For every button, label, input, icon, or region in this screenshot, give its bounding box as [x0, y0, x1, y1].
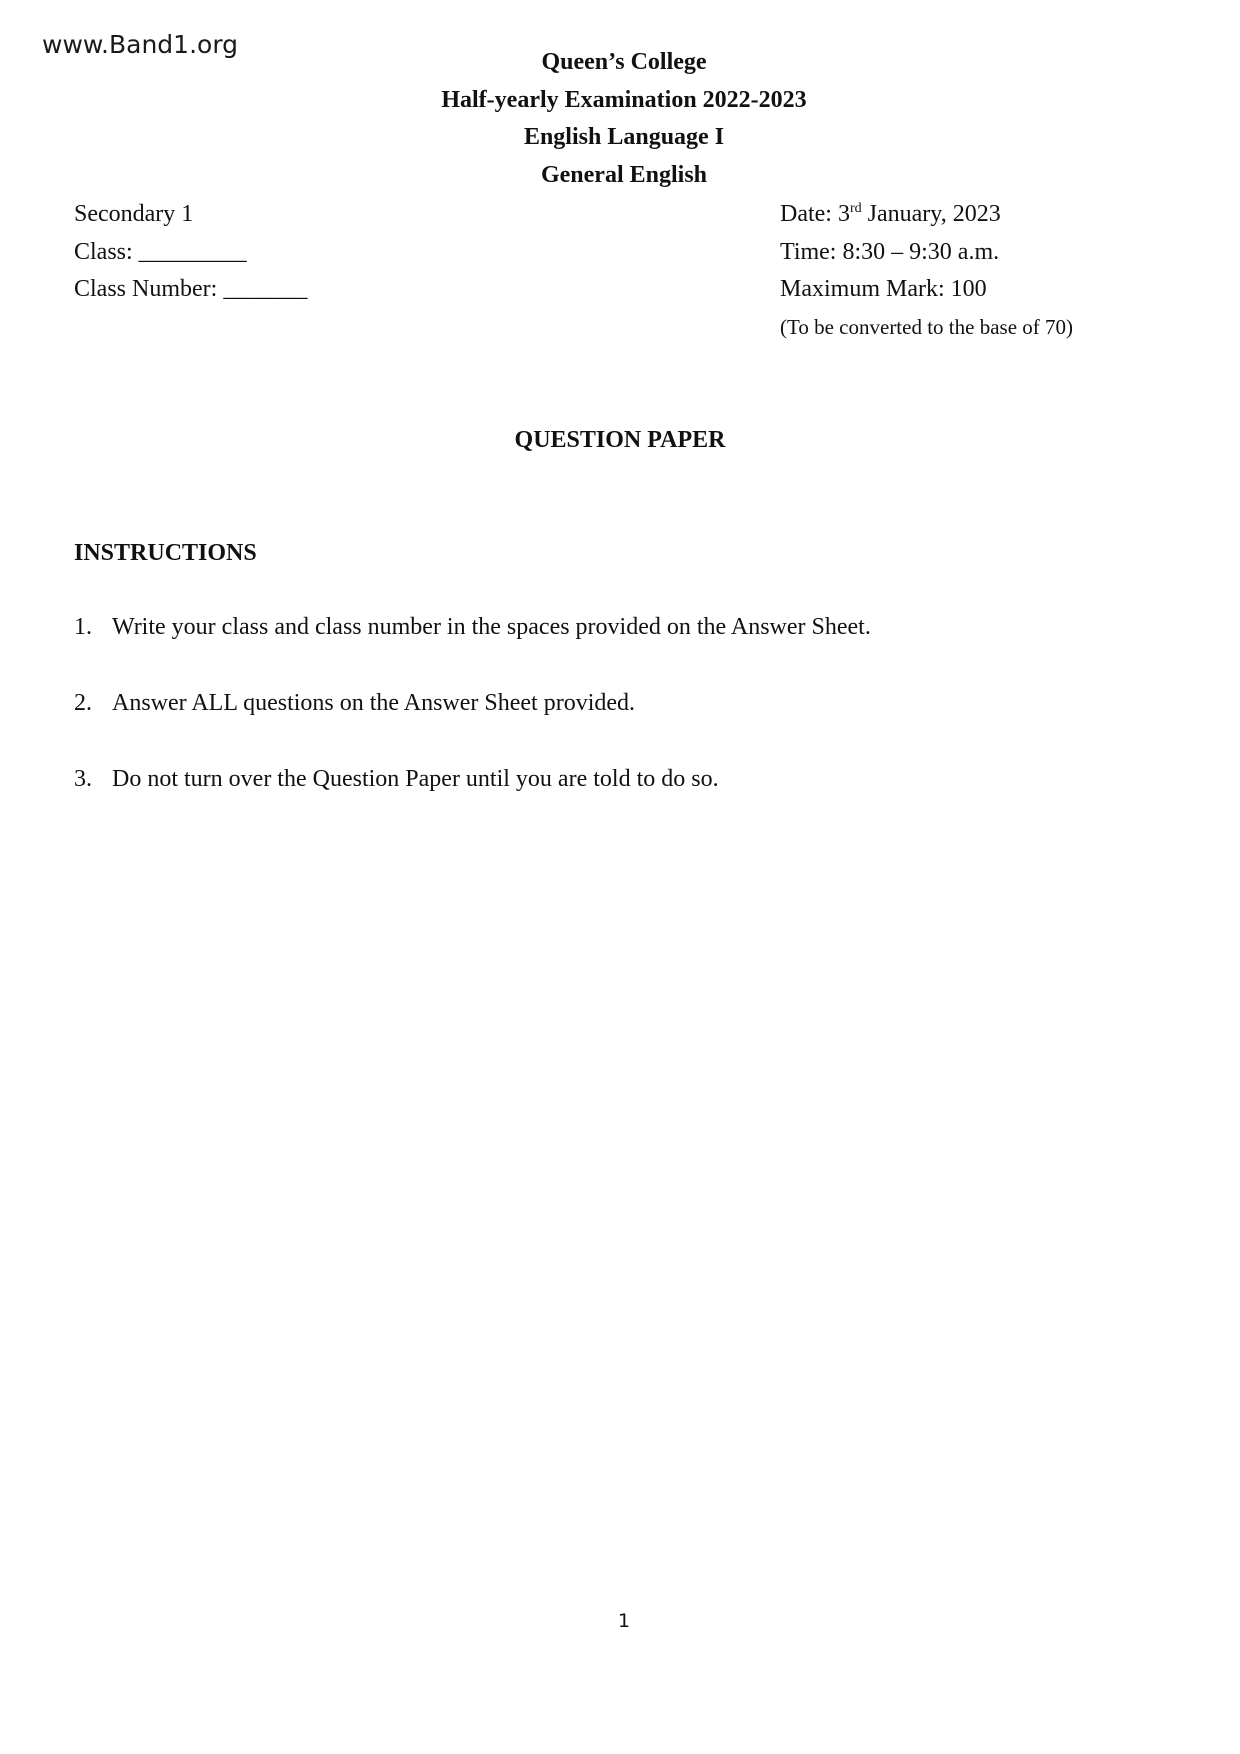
instruction-item	[74, 614, 871, 690]
instruction-text: Do not turn over the Question Paper until you are told to do so.	[112, 766, 719, 792]
instruction-text: Write your class and class number in the spaces provided on the Answer Sheet.	[112, 614, 871, 640]
exam-title-block	[0, 44, 1240, 194]
exam-date	[780, 196, 1073, 234]
paper-subtitle: General English	[540, 161, 708, 188]
instruction-item	[74, 690, 871, 766]
maximum-mark: Maximum Mark: 100	[780, 276, 987, 302]
student-info	[74, 196, 307, 309]
date-rest: January, 2023	[861, 201, 1001, 227]
instructions-title: INSTRUCTIONS	[74, 540, 257, 566]
exam-name: Half-yearly Examination 2022-2023	[441, 86, 807, 113]
instruction-number: 2.	[74, 690, 92, 716]
page-number-value: 1	[617, 1610, 631, 1632]
page-number	[0, 1610, 1240, 1632]
question-paper-heading: QUESTION PAPER	[514, 427, 726, 453]
paper-name: English Language I	[523, 124, 725, 150]
conversion-note: (To be converted to the base of 70)	[780, 314, 1074, 339]
watermark-url: www.Band1.org	[42, 30, 239, 59]
date-prefix: Date: 3	[780, 201, 850, 227]
exam-time: Time: 8:30 – 9:30 a.m.	[780, 238, 1000, 265]
instruction-text: Answer ALL questions on the Answer Sheet provided.	[112, 690, 636, 716]
level-label: Secondary 1	[74, 201, 194, 227]
instruction-number: 3.	[74, 766, 92, 792]
school-name: Queen’s College	[541, 49, 707, 75]
class-field: Class: _________	[74, 238, 247, 265]
date-ordinal-suffix: rd	[849, 201, 862, 216]
class-number-field: Class Number: _______	[74, 276, 308, 302]
instruction-number: 1.	[74, 614, 92, 640]
exam-info	[780, 196, 1073, 346]
instructions-list	[74, 614, 871, 842]
instruction-item	[74, 766, 871, 842]
